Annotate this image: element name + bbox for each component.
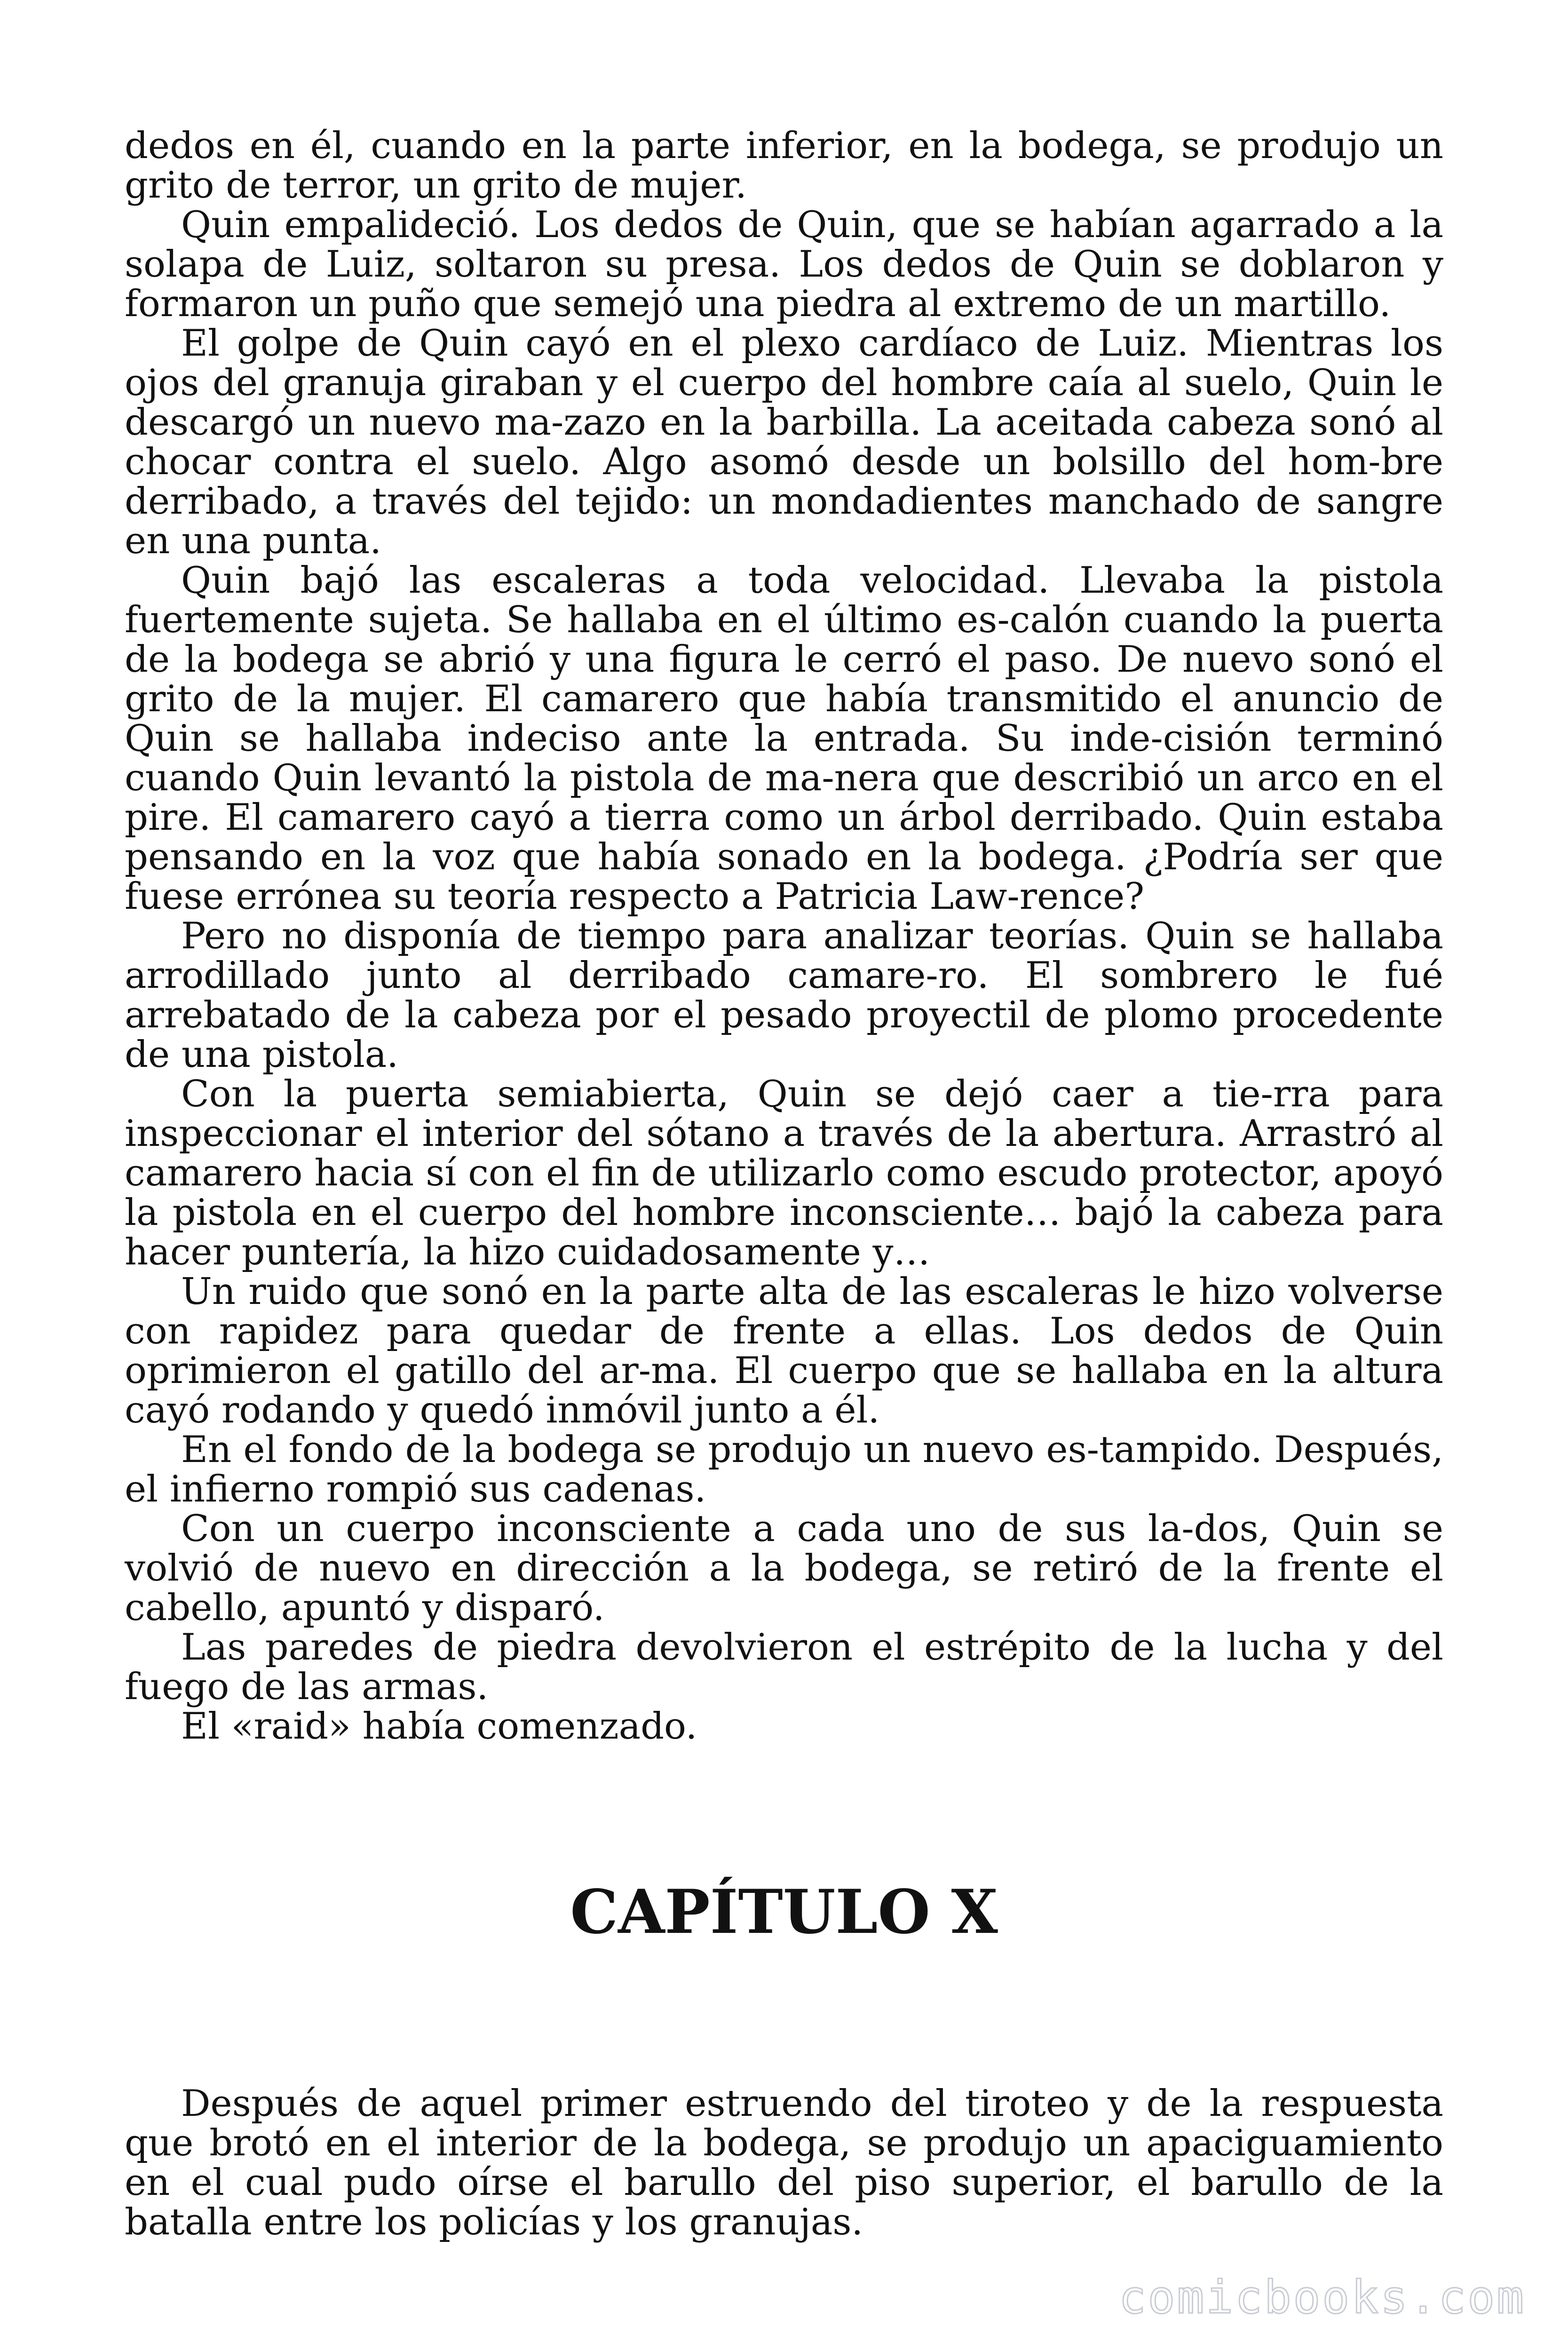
- paragraph: Con la puerta semiabierta, Quin se dejó caer a tie-rra para inspeccionar el interior del sótano a través de la abertura. Arrastró al camarero hacia sí con el fin de utilizarlo como escudo protector, apoyó la pistola en el cuerpo del hombre inconsciente… bajó la cabeza para hacer puntería, la hizo cuidadosamente y…: [125, 1073, 1443, 1273]
- chapter-heading: CAPÍTULO X: [570, 1877, 998, 1947]
- chapter-text: [125, 2084, 1443, 2242]
- paragraph: El golpe de Quin cayó en el plexo cardíaco de Luiz. Mientras los ojos del granuja giraban y el cuerpo del hombre caía al suelo, Quin le descargó un nuevo ma-zazo en la barbilla. La aceitada cabeza sonó al chocar contra el suelo. Algo asomó desde un bolsillo del hom-bre derribado, a través del tejido: un mondadientes manchado de sangre en una punta.: [125, 322, 1443, 562]
- watermark: comicbooks.com: [1118, 2271, 1526, 2324]
- paragraph: Un ruido que sonó en la parte alta de las escaleras le hizo volverse con rapidez para quedar de frente a ellas. Los dedos de Quin oprimieron el gatillo del ar-ma. El cuerpo que se hallaba en la altura cayó rodando y quedó inmóvil junto a él.: [125, 1271, 1443, 1431]
- paragraph: Con un cuerpo inconsciente a cada uno de sus la-dos, Quin se volvió de nuevo en dirección a la bodega, se retiró de la frente el cabello, apuntó y disparó.: [125, 1508, 1443, 1629]
- paragraph: Quin bajó las escaleras a toda velocidad. Llevaba la pistola fuertemente sujeta. Se hallaba en el último es-calón cuando la puerta de la bodega se abrió y una figura le cerró el paso. De nuevo sonó el grito de la mujer. El camarero que había transmitido el anuncio de Quin se hallaba indeciso ante la entrada. Su inde-cisión terminó cuando Quin levantó la pistola de ma-nera que describió un arco en el pire. El camarero cayó a tierra como un árbol derribado. Quin estaba pensando en la voz que había sonado en la bodega. ¿Podría ser que fuese errónea su teoría respecto a Patricia Law-rence?: [125, 559, 1443, 918]
- paragraph: Las paredes de piedra devolvieron el estrépito de la lucha y del fuego de las armas.: [125, 1626, 1443, 1708]
- body-text: [125, 126, 1443, 1746]
- paragraph: Pero no disponía de tiempo para analizar teorías. Quin se hallaba arrodillado junto al derribado camare-ro. El sombrero le fué arrebatado de la cabeza por el pesado proyectil de plomo procedente de una pistola.: [125, 915, 1443, 1076]
- paragraph: En el fondo de la bodega se produjo un nuevo es-tampido. Después, el infierno rompió sus cadenas.: [125, 1429, 1443, 1510]
- paragraph: dedos en él, cuando en la parte inferior, en la bodega, se produjo un grito de terror, un grito de mujer.: [125, 125, 1443, 207]
- paragraph: Quin empalideció. Los dedos de Quin, que se habían agarrado a la solapa de Luiz, soltaron su presa. Los dedos de Quin se doblaron y formaron un puño que semejó una piedra al extremo de un martillo.: [125, 204, 1443, 325]
- paragraph: El «raid» había comenzado.: [181, 1705, 697, 1748]
- paragraph: Después de aquel primer estruendo del tiroteo y de la respuesta que brotó en el interior de la bodega, se produjo un apaciguamiento en el cual pudo oírse el barullo del piso superior, el barullo de la batalla entre los policías y los granujas.: [125, 2082, 1443, 2243]
